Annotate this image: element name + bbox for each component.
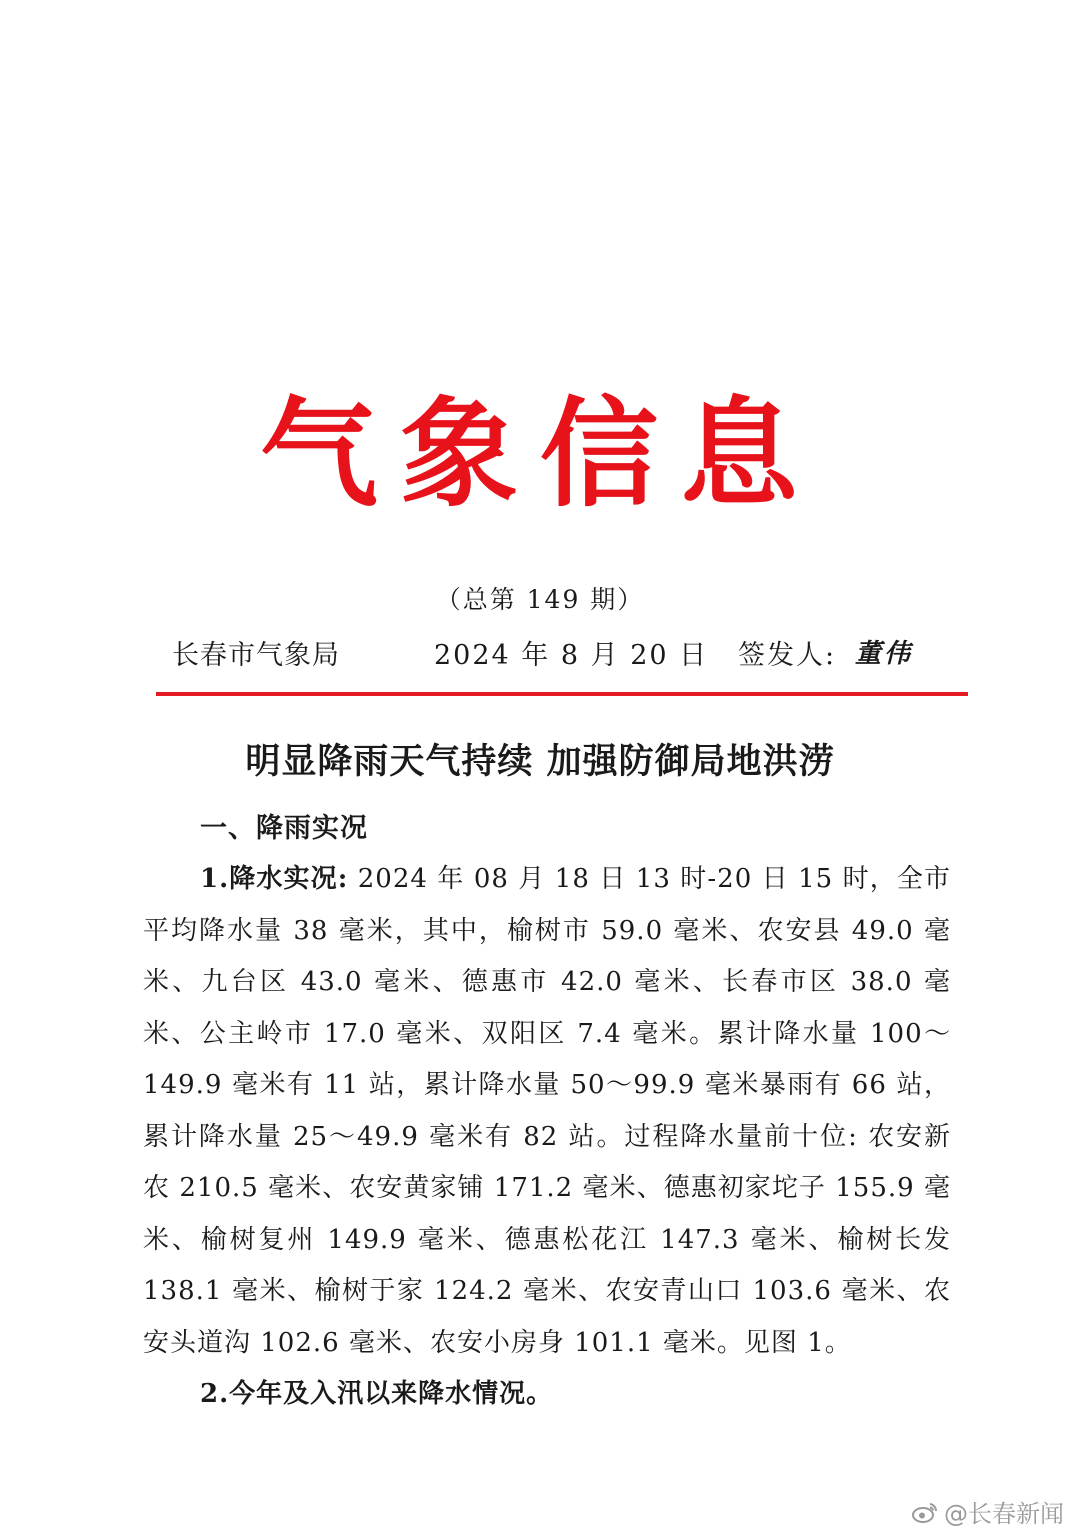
watermark [912, 1494, 1064, 1529]
issuer: 长春市气象局 [172, 640, 340, 671]
weibo-icon [912, 1501, 938, 1523]
paragraph-body: 2024 年 08 月 18 日 13 时-20 日 15 时，全市平均降水量 38 毫米，其中，榆树市 59.0 毫米、农安县 49.0 毫米、九台区 43.0 毫米、德惠市 42.0 毫米、长春市区 38.0 毫米、公主岭市 17.0 毫米、双阳区 7.4 毫米。累计降水量 100～149.9 毫米有 11 站，累计降水量 50～99.9 毫米暴雨有 66 站，累计降水量 25～49.9 毫米有 82 站。过程降水量前十位: 农安新农 210.5 毫米、农安黄家铺 171.2 毫米、德惠初家坨子 155.9 毫米、榆树复州 149.9 毫米、德惠松花江 147.3 毫米、榆树长发 138.1 毫米、榆树于家 124.2 毫米、农安青山口 103.6 毫米、农安头道沟 102.6 毫米、农安小房身 101.1 毫米。见图 1。 [143, 864, 951, 1358]
headline: 明显降雨天气持续 加强防御局地洪涝 [245, 741, 835, 782]
rainfall-paragraph [143, 854, 951, 1369]
signer-label: 签发人: [738, 640, 837, 671]
subsection-title: 2.今年及入汛以来降水情况。 [200, 1379, 554, 1409]
masthead-title: 气象信息 [259, 384, 820, 523]
signer-name: 董伟 [855, 639, 914, 669]
issue-date: 2024 年 8 月 20 日 [434, 640, 709, 671]
meta-row [0, 633, 1080, 673]
paragraph-lead: 1.降水实况: [200, 864, 349, 894]
red-divider [156, 692, 968, 696]
section-title-rainfall: 一、降雨实况 [200, 813, 368, 844]
watermark-text: @长春新闻 [944, 1500, 1064, 1528]
issue-number: （总第 149 期） [435, 585, 645, 614]
